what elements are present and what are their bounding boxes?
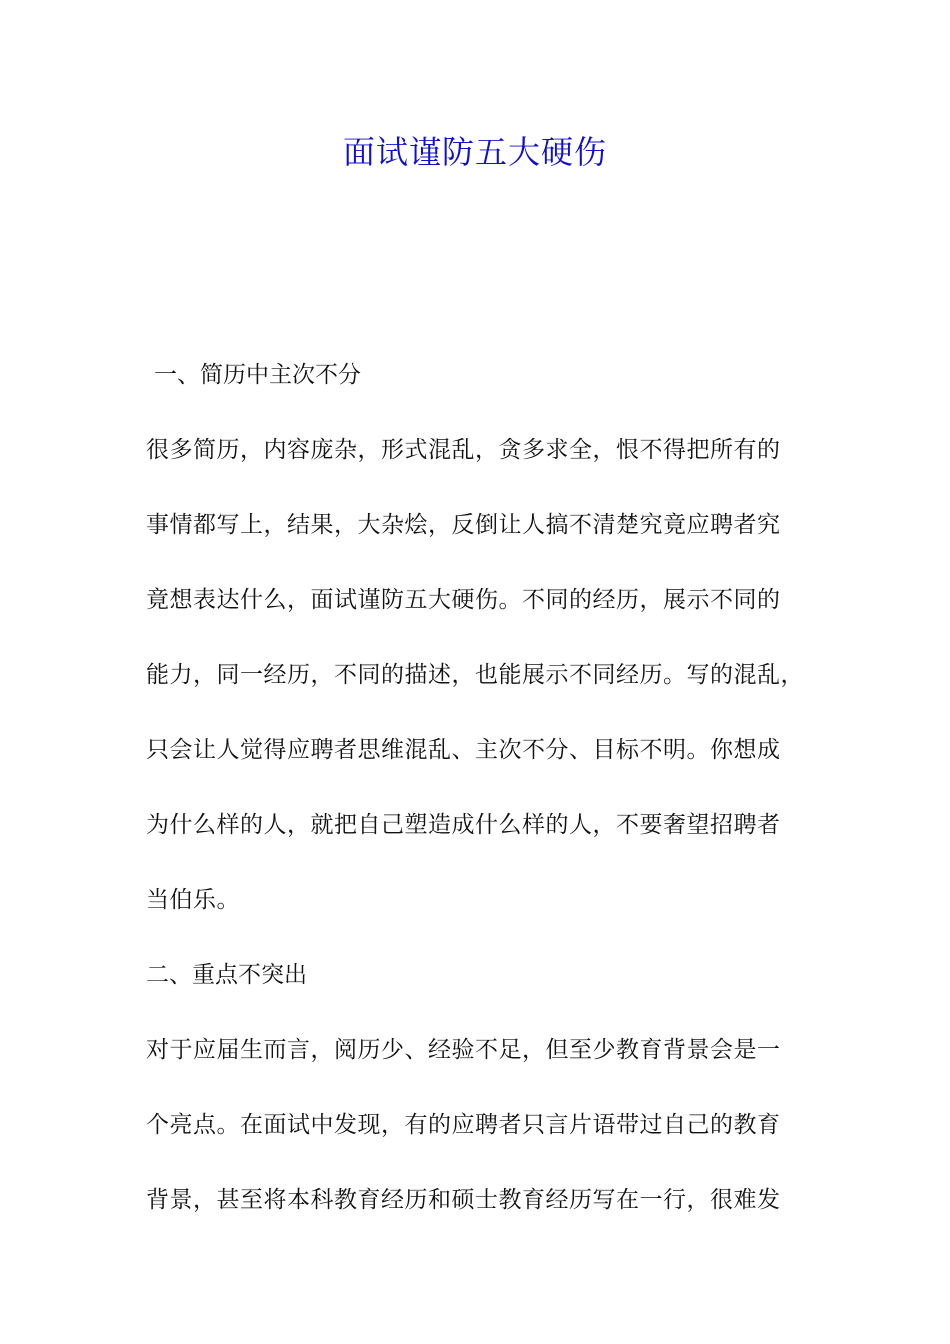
section-heading: 一、简历中主次不分 xyxy=(154,362,361,388)
paragraph-line: 事情都写上，结果，大杂烩，反倒让人搞不清楚究竟应聘者究 xyxy=(146,512,781,538)
paragraph-line: 能力，同一经历，不同的描述，也能展示不同经历。写的混乱， xyxy=(146,662,804,688)
paragraph-line: 竟想表达什么，面试谨防五大硬伤。不同的经历，展示不同的 xyxy=(146,587,781,613)
paragraph-line: 只会让人觉得应聘者思维混乱、主次不分、目标不明。你想成 xyxy=(146,737,781,763)
section-heading: 二、重点不突出 xyxy=(146,962,307,988)
paragraph-line: 当伯乐。 xyxy=(146,887,240,913)
document-title: 面试谨防五大硬伤 xyxy=(342,133,607,171)
paragraph-line: 个亮点。在面试中发现，有的应聘者只言片语带过自己的教育 xyxy=(146,1112,781,1138)
paragraph-line: 背景，甚至将本科教育经历和硕士教育经历写在一行，很难发 xyxy=(146,1187,781,1213)
paragraph-line: 对于应届生而言，阅历少、经验不足，但至少教育背景会是一 xyxy=(146,1037,781,1063)
paragraph-line: 为什么样的人，就把自己塑造成什么样的人，不要奢望招聘者 xyxy=(146,812,781,838)
document-body xyxy=(146,338,822,1238)
paragraph-line: 很多简历，内容庞杂，形式混乱，贪多求全，恨不得把所有的 xyxy=(146,437,781,463)
